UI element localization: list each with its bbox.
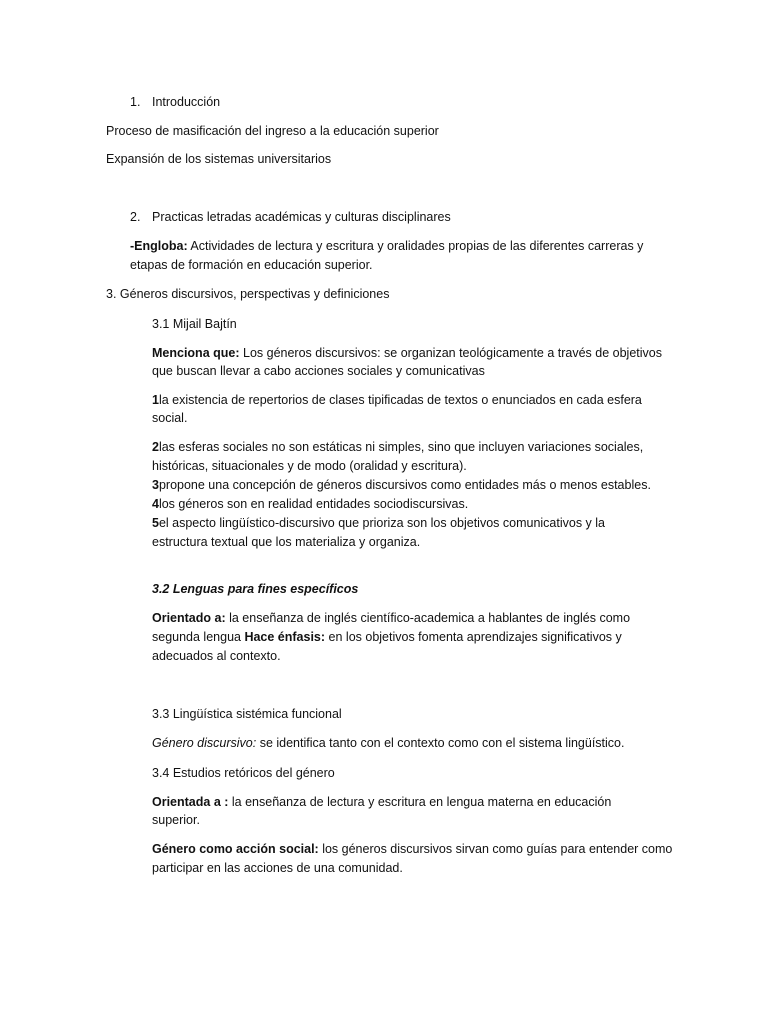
point-1-text: la existencia de repertorios de clases tipificadas de textos o enunciados en cada esfera xyxy=(158,393,642,407)
intro-line-1: Proceso de masificación del ingreso a la educación superior xyxy=(106,124,439,138)
menciona-label: Menciona que: xyxy=(152,346,240,360)
point-1-number: 1 xyxy=(152,393,159,407)
engloba-paragraph-line-1 xyxy=(130,238,643,254)
point-2-number: 2 xyxy=(152,440,159,454)
point-2-line-2: históricas, situacionales y de modo (oralidad y escritura). xyxy=(152,459,467,473)
section-2-number: 2. xyxy=(130,210,141,224)
orientado-label: Orientado a: xyxy=(152,611,226,625)
accion-social-label: Género como acción social: xyxy=(152,842,319,856)
orientado-line-1 xyxy=(152,610,630,626)
orientado-line-3: adecuados al contexto. xyxy=(152,649,281,663)
point-3-number: 3 xyxy=(152,478,159,492)
point-3-text: propone una concepción de géneros discursivos como entidades más o menos estables. xyxy=(158,478,651,492)
engloba-label: -Engloba: xyxy=(130,239,188,253)
orientado-text: la enseñanza de inglés científico-academica a hablantes de inglés como xyxy=(225,611,631,625)
intro-line-2: Expansión de los sistemas universitarios xyxy=(106,152,332,166)
point-2-line-1 xyxy=(152,439,643,455)
menciona-line-1 xyxy=(152,345,662,361)
point-4-line-1 xyxy=(152,496,468,512)
orientada-label: Orientada a : xyxy=(152,795,229,809)
section-1-heading: Introducción xyxy=(152,95,221,109)
orientada-line-2: superior. xyxy=(152,813,200,827)
point-3-line-1 xyxy=(152,477,651,493)
point-1-line-2: social. xyxy=(152,411,188,425)
subsection-3-1-heading: 3.1 Mijail Bajtín xyxy=(152,317,237,331)
enfasis-text: en los objetivos fomenta aprendizajes significativos y xyxy=(325,630,622,644)
orientada-line-1 xyxy=(152,794,611,810)
subsection-3-2-heading: 3.2 Lenguas para fines específicos xyxy=(152,582,359,596)
genero-discursivo-label: Género discursivo: xyxy=(152,736,257,750)
menciona-text: Los géneros discursivos: se organizan teológicamente a través de objetivos xyxy=(239,346,662,360)
genero-discursivo-line xyxy=(152,735,624,751)
section-2-heading: Practicas letradas académicas y culturas disciplinares xyxy=(152,210,451,224)
orientado-line-2 xyxy=(152,629,622,645)
point-5-line-1 xyxy=(152,515,605,531)
point-5-text: el aspecto lingüístico-discursivo que prioriza son los objetivos comunicativos y la xyxy=(158,516,605,530)
menciona-line-2: que buscan llevar a cabo acciones sociales y comunicativas xyxy=(152,364,485,378)
subsection-3-4-heading: 3.4 Estudios retóricos del género xyxy=(152,766,335,780)
point-5-number: 5 xyxy=(152,516,159,530)
section-1-number: 1. xyxy=(130,95,141,109)
engloba-paragraph-line-2: etapas de formación en educación superior. xyxy=(130,258,373,272)
accion-social-line-2: participar en las acciones de una comunidad. xyxy=(152,861,403,875)
orientado-line-2-start: segunda lengua xyxy=(152,630,245,644)
point-2-text: las esferas sociales no son estáticas ni simples, sino que incluyen variaciones sociales, xyxy=(158,440,644,454)
point-5-line-2: estructura textual que los materializa y organiza. xyxy=(152,535,421,549)
orientada-text: la enseñanza de lectura y escritura en lengua materna en educación xyxy=(228,795,612,809)
point-4-text: los géneros son en realidad entidades sociodiscursivas. xyxy=(158,497,469,511)
point-4-number: 4 xyxy=(152,497,159,511)
accion-social-text: los géneros discursivos sirvan como guías para entender como xyxy=(318,842,673,856)
accion-social-line-1 xyxy=(152,841,672,857)
point-1-line-1 xyxy=(152,392,642,408)
genero-discursivo-text: se identifica tanto con el contexto como con el sistema lingüístico. xyxy=(256,736,625,750)
engloba-text: Actividades de lectura y escritura y oralidades propias de las diferentes carreras y xyxy=(187,239,644,253)
section-3-heading: 3. Géneros discursivos, perspectivas y definiciones xyxy=(106,287,390,301)
subsection-3-3-heading: 3.3 Lingüística sistémica funcional xyxy=(152,707,342,721)
enfasis-label: Hace énfasis: xyxy=(244,630,326,644)
